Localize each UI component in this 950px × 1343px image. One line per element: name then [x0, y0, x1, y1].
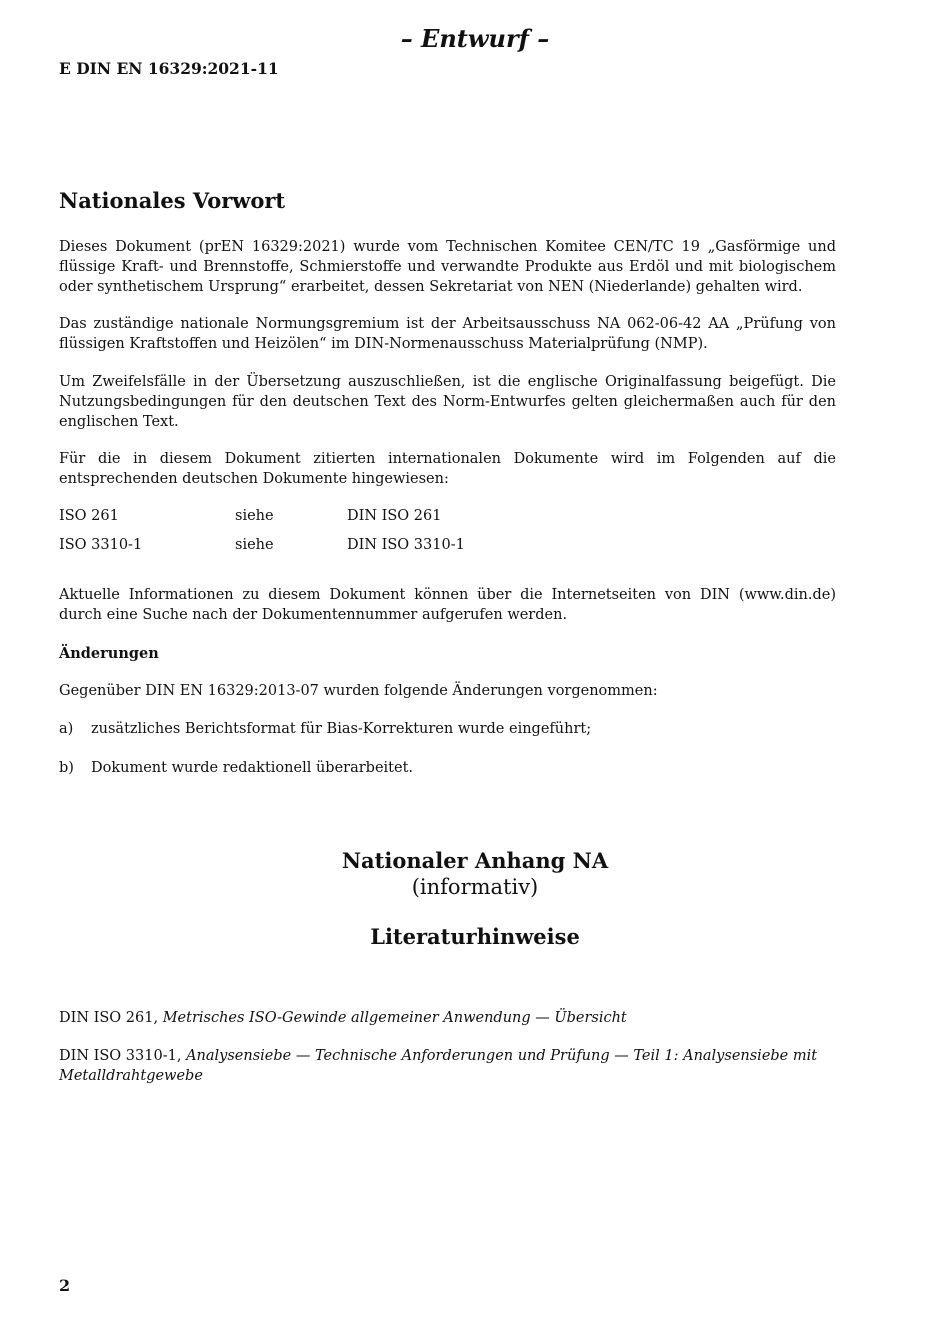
list-marker: b): [59, 759, 74, 776]
reference-table: [59, 508, 465, 566]
table-row: [59, 537, 465, 566]
bibliography-title: Literaturhinweise: [370, 924, 580, 949]
national-annex: [0, 848, 950, 950]
relation: siehe: [235, 536, 274, 553]
intl-document: ISO 261: [59, 507, 119, 524]
changes-intro: Gegenüber DIN EN 16329:2013-07 wurden folgende Änderungen vorgenommen:: [59, 683, 658, 700]
annex-subtitle: (informativ): [411, 875, 539, 899]
table-row: [59, 508, 465, 537]
document-id: E DIN EN 16329:2021-11: [59, 59, 279, 78]
bibliography-ref: DIN ISO 261,: [59, 1010, 163, 1026]
foreword-title: Nationales Vorwort: [59, 188, 286, 213]
bibliography-entry: [59, 1047, 836, 1087]
national-foreword: [59, 186, 836, 798]
info-paragraph: Aktuelle Informationen zu diesem Dokument können über die Internetseiten von DIN (www.din.de) durch eine Suche nach der Dokumentennummer aufgerufen werden.: [59, 586, 836, 623]
bibliography-title-text: Analysensiebe — Technische Anforderungen und Prüfung — Teil 1: Analysensiebe mit Metalldrahtgewebe: [59, 1047, 818, 1084]
foreword-paragraph: Für die in diesem Dokument zitierten internationalen Dokumente wird im Folgenden auf die entsprechenden deutschen Dokumente hingewiesen:: [59, 451, 836, 488]
list-item: [59, 720, 836, 740]
list-text: zusätzliches Berichtsformat für Bias-Korrekturen wurde eingeführt;: [91, 721, 592, 738]
bibliography-ref: DIN ISO 3310-1,: [59, 1047, 187, 1064]
list-marker: a): [59, 721, 74, 738]
foreword-paragraph: Um Zweifelsfälle in der Übersetzung auszuschließen, ist die englische Originalfassung beigefügt. Die Nutzungsbedingungen für den deutschen Text des Norm-Entwurfes gelten gleichermaßen auch für den englischen Text.: [59, 373, 836, 430]
list-item: [59, 759, 836, 779]
relation: siehe: [235, 507, 274, 524]
german-document: DIN ISO 261: [347, 507, 442, 524]
foreword-paragraph: Das zuständige nationale Normungsgremium ist der Arbeitsausschuss NA 062-06-42 AA „Prüfung von flüssigen Kraftstoffen und Heizölen“ im DIN-Normenausschuss Materialprüfung (NMP).: [59, 316, 836, 353]
foreword-paragraph: Dieses Dokument (prEN 16329:2021) wurde vom Technischen Komitee CEN/TC 19 „Gasförmige und flüssige Kraft- und Brennstoffe, Schmierstoffe und verwandte Produkte aus Erdöl und mit biologischem oder synthetischem Ursprung“ erarbeitet, dessen Sekretariat von NEN (Niederlande) gehalten wird.: [59, 239, 836, 295]
annex-title: Nationaler Anhang NA: [341, 848, 609, 873]
list-text: Dokument wurde redaktionell überarbeitet.: [91, 759, 414, 776]
page-number: 2: [59, 1276, 71, 1295]
draft-mark: – Entwurf –: [400, 24, 550, 53]
intl-document: ISO 3310-1: [59, 536, 143, 553]
bibliography-entry: [59, 1009, 836, 1029]
bibliography-title-text: Metrisches ISO-Gewinde allgemeiner Anwendung — Übersicht: [162, 1010, 627, 1026]
german-document: DIN ISO 3310-1: [347, 536, 465, 553]
bibliography: [59, 1009, 836, 1104]
changes-heading: Änderungen: [59, 644, 159, 662]
